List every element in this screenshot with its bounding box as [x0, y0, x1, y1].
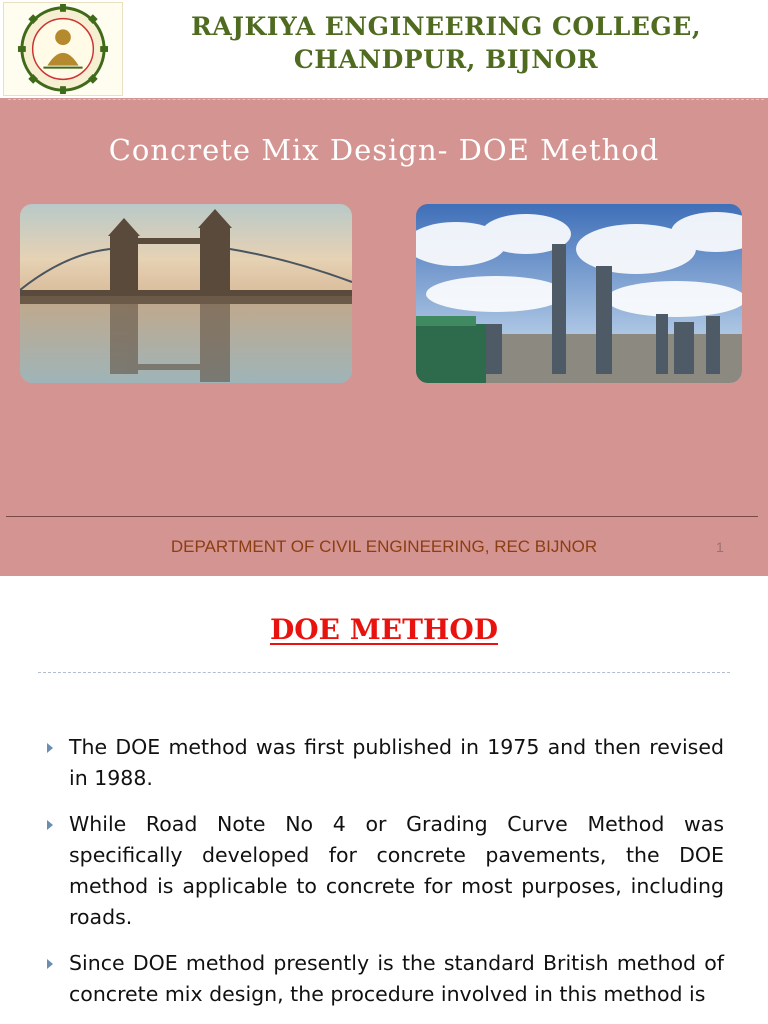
college-logo [3, 2, 123, 96]
doe-method-slide [0, 576, 768, 1024]
college-emblem-icon [4, 3, 122, 95]
slide-footer: DEPARTMENT OF CIVIL ENGINEERING, REC BIJNOR [170, 537, 598, 556]
city-skyline-photo [416, 204, 742, 383]
bullet-list [44, 732, 724, 1024]
tower-bridge-photo [20, 204, 352, 383]
page-number: 1 [716, 539, 724, 555]
list-item [44, 948, 724, 1010]
bullet-arrow-icon [47, 820, 53, 830]
footer-divider [6, 516, 758, 517]
list-item [44, 809, 724, 933]
bullet-text: Since DOE method presently is the standard British method of concrete mix design, the procedure involved in this method is [69, 951, 724, 1006]
bullet-arrow-icon [47, 959, 53, 969]
college-name: RAJKIYA ENGINEERING COLLEGE, CHANDPUR, BIJNOR [190, 12, 702, 74]
heading-divider [38, 672, 730, 673]
slide-heading-text: DOE METHOD [269, 613, 499, 646]
slide-heading [0, 613, 768, 646]
list-item [44, 732, 724, 794]
bullet-arrow-icon [47, 743, 53, 753]
slide-title: Concrete Mix Design- DOE Method [108, 133, 660, 167]
header-divider [8, 99, 764, 100]
bullet-text: While Road Note No 4 or Grading Curve Method was specifically developed for concrete pavements, the DOE method is applicable to concrete for most purposes, including roads. [69, 812, 724, 929]
bullet-text: The DOE method was first published in 1975 and then revised in 1988. [69, 735, 724, 790]
